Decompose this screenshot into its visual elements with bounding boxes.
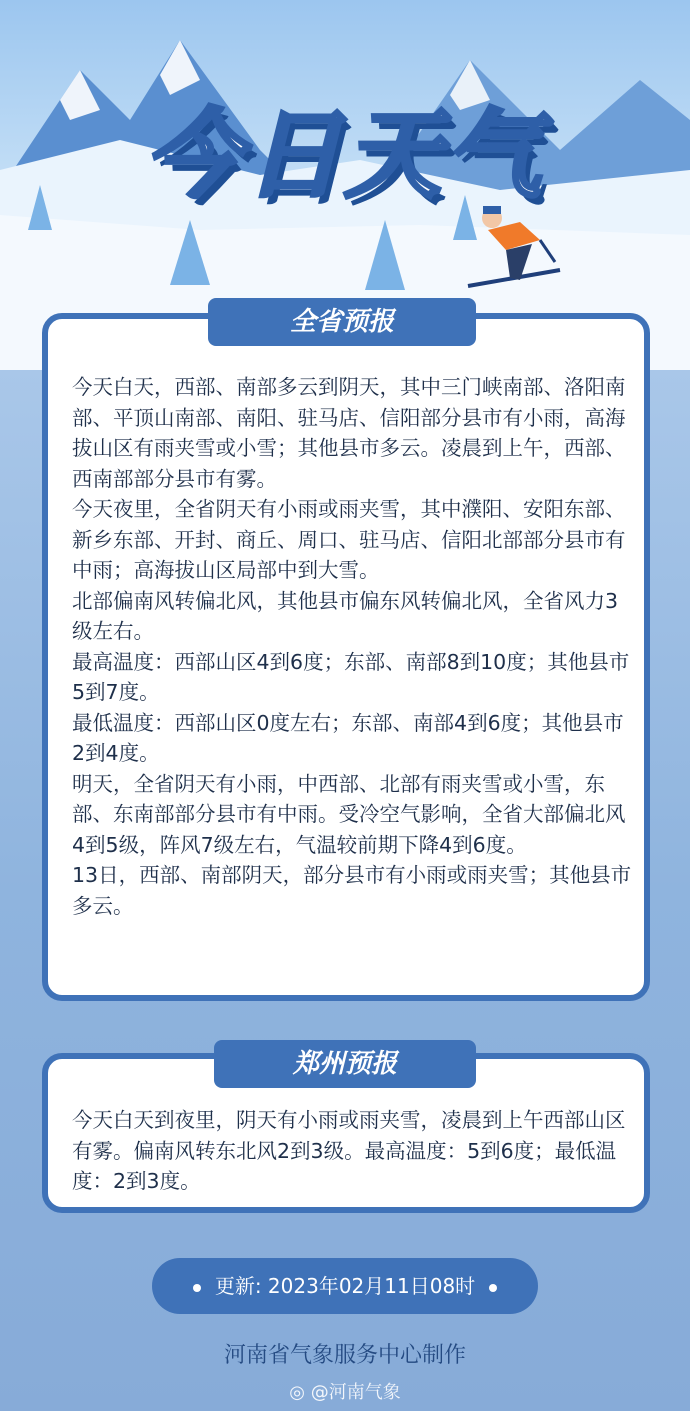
update-time: 更新: 2023年02月11日08时	[214, 1274, 476, 1298]
province-paragraph: 今天白天，西部、南部多云到阴天，其中三门峡南部、洛阳南部、平顶山南部、南阳、驻马店、信阳部分县市有小雨，高海拔山区有雨夹雪或小雪；其他县市多云。凌晨到上午，西部、西南部部分县市有雾。	[72, 375, 626, 491]
bullet-icon	[193, 1284, 201, 1292]
watermark-text: @河南气象	[310, 1382, 401, 1403]
province-paragraph: 明天，全省阴天有小雨，中西部、北部有雨夹雪或小雪，东部、东南部部分县市有中雨。受冷空气影响，全省大部偏北风4到5级，阵风7级左右，气温较前期下降4到6度。	[72, 771, 626, 857]
page-title: 今日天气	[145, 99, 545, 211]
province-forecast-tab: 全省预报	[208, 298, 476, 346]
weibo-watermark	[0, 1380, 690, 1406]
province-forecast-text	[72, 372, 632, 921]
zhengzhou-paragraph: 今天白天到夜里，阴天有小雨或雨夹雪，凌晨到上午西部山区有雾。偏南风转东北风2到3级。最高温度：5到6度；最低温度：2到3度。	[72, 1108, 626, 1193]
province-paragraph: 13日，西部、南部阴天，部分县市有小雨或雨夹雪；其他县市多云。	[72, 863, 632, 918]
zhengzhou-forecast-text	[72, 1105, 632, 1197]
province-paragraph: 最低温度：西部山区0度左右；东部、南部4到6度；其他县市2到4度。	[72, 710, 624, 765]
update-badge	[152, 1258, 538, 1314]
weibo-icon: ◎	[289, 1382, 305, 1403]
bullet-icon	[489, 1284, 497, 1292]
zhengzhou-forecast-tab: 郑州预报	[214, 1040, 476, 1088]
province-paragraph: 北部偏南风转偏北风，其他县市偏东风转偏北风，全省风力3级左右。	[72, 588, 619, 643]
province-paragraph: 最高温度：西部山区4到6度；东部、南部8到10度；其他县市5到7度。	[72, 649, 630, 704]
producer-credit: 河南省气象服务中心制作	[223, 1343, 466, 1368]
province-paragraph: 今天夜里，全省阴天有小雨或雨夹雪，其中濮阳、安阳东部、新乡东部、开封、商丘、周口、驻马店、信阳北部部分县市有中雨；高海拔山区局部中到大雪。	[72, 497, 626, 582]
